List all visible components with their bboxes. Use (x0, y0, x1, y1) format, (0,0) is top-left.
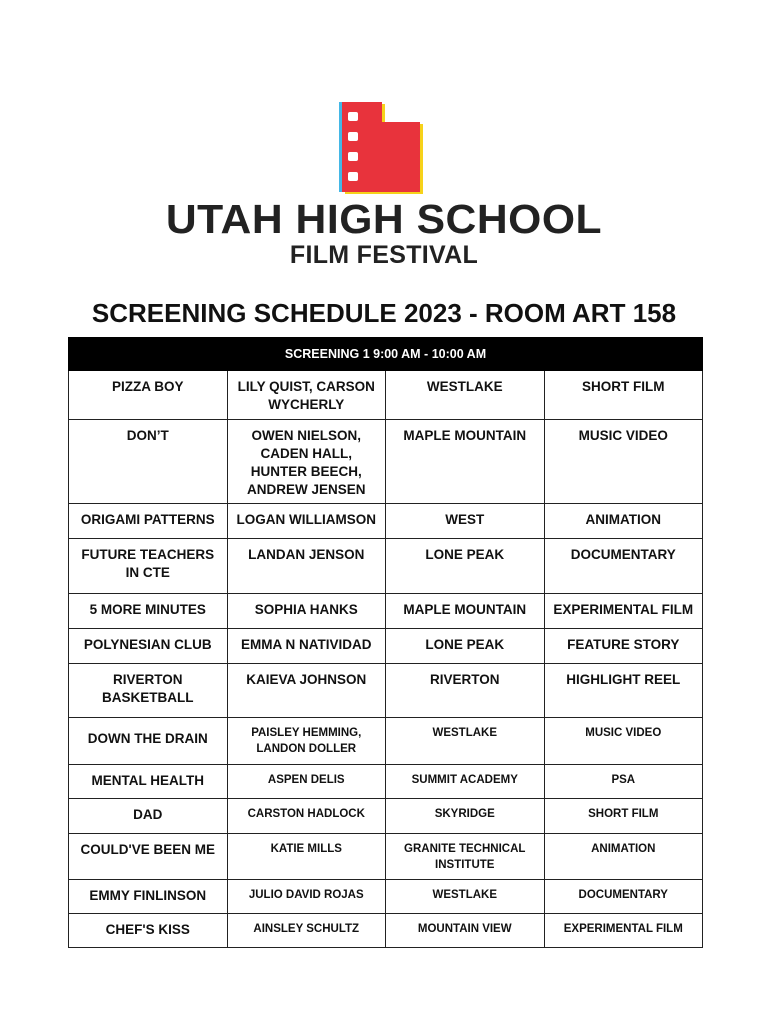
film-category: ANIMATION (544, 834, 703, 880)
film-creators: KATIE MILLS (227, 834, 386, 880)
film-school: LONE PEAK (386, 629, 545, 664)
table-row (69, 629, 703, 664)
film-title: PIZZA BOY (69, 371, 228, 420)
table-row (69, 799, 703, 834)
film-school: MAPLE MOUNTAIN (386, 594, 545, 629)
film-title: POLYNESIAN CLUB (69, 629, 228, 664)
film-category: PSA (544, 765, 703, 799)
table-row (69, 664, 703, 718)
table-row (69, 371, 703, 420)
film-creators: KAIEVA JOHNSON (227, 664, 386, 718)
film-title: 5 MORE MINUTES (69, 594, 228, 629)
film-school: LONE PEAK (386, 539, 545, 594)
film-school: MAPLE MOUNTAIN (386, 420, 545, 504)
film-category: DOCUMENTARY (544, 539, 703, 594)
film-category: HIGHLIGHT REEL (544, 664, 703, 718)
brand-title: UTAH HIGH SCHOOL (165, 196, 603, 242)
film-title: RIVERTON BASKETBALL (69, 664, 228, 718)
table-row (69, 880, 703, 914)
film-title: DAD (69, 799, 228, 834)
table-row (69, 765, 703, 799)
film-creators: EMMA N NATIVIDAD (227, 629, 386, 664)
film-title: CHEF'S KISS (69, 914, 228, 948)
session-header-row (69, 338, 703, 371)
film-title: MENTAL HEALTH (69, 765, 228, 799)
film-school: WESTLAKE (386, 880, 545, 914)
film-category: ANIMATION (544, 504, 703, 539)
table-row (69, 834, 703, 880)
film-festival-logo-icon (338, 100, 430, 196)
film-category: DOCUMENTARY (544, 880, 703, 914)
film-category: MUSIC VIDEO (544, 718, 703, 765)
film-category: SHORT FILM (544, 799, 703, 834)
film-title: EMMY FINLINSON (69, 880, 228, 914)
film-creators: OWEN NIELSON, CADEN HALL, HUNTER BEECH, ANDREW JENSEN (227, 420, 386, 504)
film-title: ORIGAMI PATTERNS (69, 504, 228, 539)
film-creators: LOGAN WILLIAMSON (227, 504, 386, 539)
table-row (69, 914, 703, 948)
table-row (69, 420, 703, 504)
film-school: GRANITE TECHNICAL INSTITUTE (386, 834, 545, 880)
film-creators: LANDAN JENSON (227, 539, 386, 594)
film-creators: ASPEN DELIS (227, 765, 386, 799)
film-creators: LILY QUIST, CARSON WYCHERLY (227, 371, 386, 420)
film-school: RIVERTON (386, 664, 545, 718)
film-school: WESTLAKE (386, 718, 545, 765)
page-title: SCREENING SCHEDULE 2023 - ROOM ART 158 (91, 298, 677, 328)
session-label: SCREENING 1 9:00 AM - 10:00 AM (69, 338, 703, 371)
film-title: FUTURE TEACHERS IN CTE (69, 539, 228, 594)
film-school: MOUNTAIN VIEW (386, 914, 545, 948)
film-category: FEATURE STORY (544, 629, 703, 664)
film-category: MUSIC VIDEO (544, 420, 703, 504)
film-school: WEST (386, 504, 545, 539)
film-school: SKYRIDGE (386, 799, 545, 834)
film-category: SHORT FILM (544, 371, 703, 420)
table-row (69, 718, 703, 765)
film-title: DOWN THE DRAIN (69, 718, 228, 765)
brand-subtitle: FILM FESTIVAL (289, 241, 479, 269)
screening-schedule-table (68, 337, 703, 948)
film-creators: PAISLEY HEMMING, LANDON DOLLER (227, 718, 386, 765)
table-row (69, 594, 703, 629)
film-title: DON’T (69, 420, 228, 504)
film-creators: JULIO DAVID ROJAS (227, 880, 386, 914)
film-creators: AINSLEY SCHULTZ (227, 914, 386, 948)
table-row (69, 539, 703, 594)
film-creators: CARSTON HADLOCK (227, 799, 386, 834)
table-row (69, 504, 703, 539)
film-category: EXPERIMENTAL FILM (544, 914, 703, 948)
film-school: SUMMIT ACADEMY (386, 765, 545, 799)
film-school: WESTLAKE (386, 371, 545, 420)
film-creators: SOPHIA HANKS (227, 594, 386, 629)
film-category: EXPERIMENTAL FILM (544, 594, 703, 629)
film-title: COULD'VE BEEN ME (69, 834, 228, 880)
